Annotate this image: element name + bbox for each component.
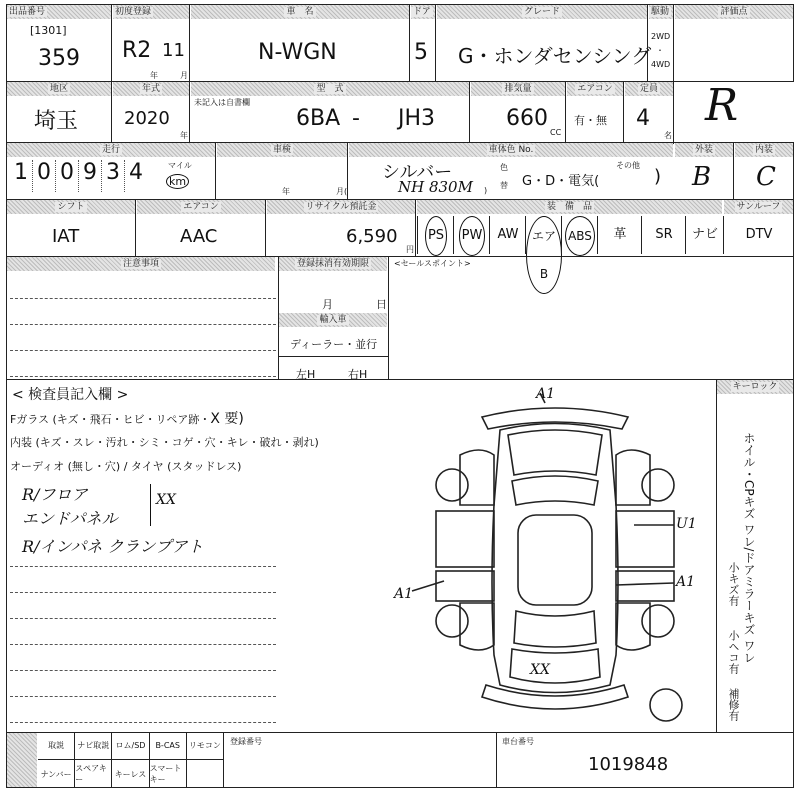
evaluation-score: R [705, 80, 739, 131]
equipment-airbag: エアB [525, 216, 562, 254]
door-fl [436, 511, 494, 567]
first-reg-month-unit: 月 [180, 71, 188, 80]
equipment-aw: AW [489, 216, 526, 254]
import-right: 右H [348, 368, 368, 381]
header-cc: 排気量 [471, 82, 565, 96]
import-dealer: ディーラー・並行 [290, 338, 378, 351]
equipment-leather: 革 [597, 216, 642, 254]
header-reg-expiry: 登録抹消有効期限 [279, 257, 387, 271]
cc-unit: CC [550, 128, 562, 137]
header-ac: エアコン [567, 82, 623, 96]
ac-value: 有・無 [574, 114, 607, 127]
acc-spare-key: スペアキー [75, 760, 112, 788]
header-drive: 駆動 [649, 5, 673, 19]
acc-plate: ナンバー [38, 760, 75, 788]
first-reg-year-unit: 年 [150, 71, 158, 80]
accessory-grid [38, 732, 224, 788]
wheel-rr [642, 605, 674, 637]
front-bumper [482, 408, 628, 429]
mileage-digit: 3 [102, 160, 125, 192]
import-left: 左H [296, 368, 316, 381]
model-year-unit: 年 [180, 131, 188, 140]
area-value: 埼玉 [34, 109, 79, 134]
fender-rl [460, 603, 494, 650]
car-diagram [390, 385, 720, 730]
drive-4wd: 4WD [651, 60, 671, 69]
mileage-unit-km: km [166, 174, 189, 189]
mileage-digit: 9 [79, 160, 102, 192]
door-fr [616, 511, 674, 567]
inspector-note-2: エンドパネル [22, 509, 118, 528]
inspector-note-xx: XX [156, 492, 176, 508]
header-transmission: シフト [7, 200, 135, 214]
inspector-note-3: R/インパネ クランプアト [22, 537, 204, 556]
header-capacity: 定員 [625, 82, 673, 96]
drive-2wd: 2WD [651, 32, 671, 41]
header-lot: 出品番号 [7, 5, 111, 19]
header-inspection: 車検 [217, 143, 347, 157]
header-first-reg: 初度登録 [113, 5, 189, 19]
inspector-label: < 検査員記入欄 > [12, 387, 129, 403]
spare-wheel [650, 689, 682, 721]
reg-expiry-day: 日 [376, 298, 387, 311]
fender-fr [616, 450, 650, 505]
body-outline [492, 424, 618, 693]
side-note: ホイル・CPキズ ワレ/ドアミラーキズ ワレ [742, 432, 756, 664]
acc-manual: 取説 [38, 732, 75, 760]
equipment-ps: PS [417, 216, 454, 254]
sales-point-label: <セールスポイント> [394, 259, 471, 268]
row-5 [6, 256, 794, 380]
header-sunroof: サンルーフ [724, 200, 793, 214]
acc-keyless: キーレス [112, 760, 149, 788]
aircon-value: AAC [180, 226, 218, 247]
inspection-close: ) [484, 186, 488, 195]
first-reg-era: R2 [122, 38, 152, 63]
chassis-number-label: 車台番号 [502, 737, 534, 746]
header-equipment: 装 備 品 [417, 200, 722, 214]
chassis-number: 1019848 [588, 754, 669, 775]
color-label-iro: 色 [500, 163, 508, 172]
lot-number: 359 [38, 46, 80, 71]
door-rr [616, 571, 674, 601]
header-exterior: 外装 [675, 143, 733, 157]
wheel-fr [642, 469, 674, 501]
fender-rr [616, 603, 650, 650]
acc-smart-key: スマートキー [150, 760, 187, 788]
color-close: ) [654, 166, 662, 187]
wheel-fl [436, 469, 468, 501]
acc-navi-manual: ナビ取説 [75, 732, 112, 760]
capacity-value: 4 [636, 106, 650, 131]
mileage-digit: 4 [129, 160, 143, 185]
inspection-month-unit: 月( [336, 187, 348, 196]
header-interior: 内装 [735, 143, 793, 157]
mileage-digit: 0 [33, 160, 56, 192]
model-dash: - [352, 106, 360, 131]
header-key-lock: キーロック [717, 380, 793, 394]
header-doors: ドア [411, 5, 435, 19]
roof [518, 515, 592, 605]
header-car-name: 車 名 [191, 5, 409, 19]
mileage-digits [10, 160, 160, 192]
hood [508, 430, 602, 475]
inspection-year-unit: 年 [282, 187, 290, 196]
mileage-digit: 1 [10, 160, 33, 192]
bottom-stripe [7, 733, 37, 787]
header-model: 型 式 [191, 82, 469, 96]
color-label-gae: 替 [500, 181, 508, 190]
exterior-value: B [692, 162, 712, 192]
recycle-unit: 円 [406, 245, 414, 254]
inspector-audio: オーディオ (無し・穴) / タイヤ (スタッドレス) [10, 460, 242, 473]
color-code: NH 830M [398, 178, 473, 196]
header-grade: グレード [437, 5, 647, 19]
mileage-digit: 0 [56, 160, 79, 192]
mark-u1: U1 [676, 516, 697, 532]
header-import: 輸入車 [279, 313, 387, 327]
equipment-dtv: DTV [723, 216, 794, 254]
side-sub-1: 小キズ有 [727, 562, 740, 606]
interior-value: C [756, 162, 776, 192]
header-recycle: リサイクル預託金 [267, 200, 415, 214]
header-notes: 注意事項 [7, 257, 275, 271]
recycle-value: 6,590 [346, 226, 398, 247]
model-code: JH3 [398, 106, 436, 131]
mark-a1-right: A1 [676, 574, 696, 590]
doors-value: 5 [414, 40, 428, 65]
equipment-navi: ナビ [685, 216, 724, 254]
model-note: 未記入は自書欄 [194, 98, 250, 107]
color-options: G・D・電気( [522, 174, 600, 189]
car-name: N-WGN [258, 40, 337, 65]
header-color: 車体色 No. [349, 143, 673, 157]
header-mileage: 走行 [7, 143, 215, 157]
grade-value: G・ホンダセンシング [458, 44, 652, 68]
lot-code: [1301] [30, 24, 67, 37]
first-reg-month: 11 [162, 40, 185, 61]
acc-bcas: B-CAS [150, 732, 187, 760]
model-prefix: 6BA [296, 106, 341, 131]
fender-fl [460, 450, 494, 505]
cc-value: 660 [506, 106, 548, 131]
door-rl [436, 571, 494, 601]
mileage-unit-mile: マイル [168, 161, 192, 170]
equipment-abs: ABS [561, 216, 598, 254]
mark-a1-top: A1 [536, 386, 556, 402]
equipment-sr: SR [641, 216, 686, 254]
reg-expiry-month: 月 [322, 298, 333, 311]
inspector-interior: 内装 (キズ・スレ・汚れ・シミ・コゲ・穴・キレ・破れ・剥れ) [10, 436, 319, 449]
mark-xx-rear: XX [530, 662, 550, 678]
drive-dot: ・ [656, 46, 664, 55]
capacity-unit: 名 [664, 131, 672, 140]
transmission-value: IAT [52, 226, 80, 247]
acc-remote: リモコン [187, 732, 224, 760]
rear-window [514, 611, 596, 647]
equipment-pw: PW [453, 216, 490, 254]
inspector-note-1: R/フロア [22, 485, 88, 504]
model-year-value: 2020 [124, 108, 170, 129]
header-model-year: 年式 [113, 82, 189, 96]
color-name: シルバー [382, 162, 453, 183]
header-evaluation: 評価点 [675, 5, 793, 19]
mark-a1-left: A1 [394, 586, 414, 602]
trunk [510, 649, 600, 683]
windshield [512, 476, 598, 505]
reg-number-label: 登録番号 [230, 737, 262, 746]
header-aircon: エアコン [137, 200, 265, 214]
side-sub-3: 補修有 [727, 688, 740, 721]
color-other-label: その他 [616, 161, 640, 170]
rear-bumper [482, 685, 628, 709]
acc-rom-sd: ロム/SD [112, 732, 149, 760]
side-sub-2: 小ヘコ有 [727, 630, 740, 674]
header-area: 地区 [7, 82, 111, 96]
wheel-rl [436, 605, 468, 637]
inspector-glass: Fガラス (キズ・飛石・ヒビ・リペア跡・X 要) [10, 411, 244, 427]
